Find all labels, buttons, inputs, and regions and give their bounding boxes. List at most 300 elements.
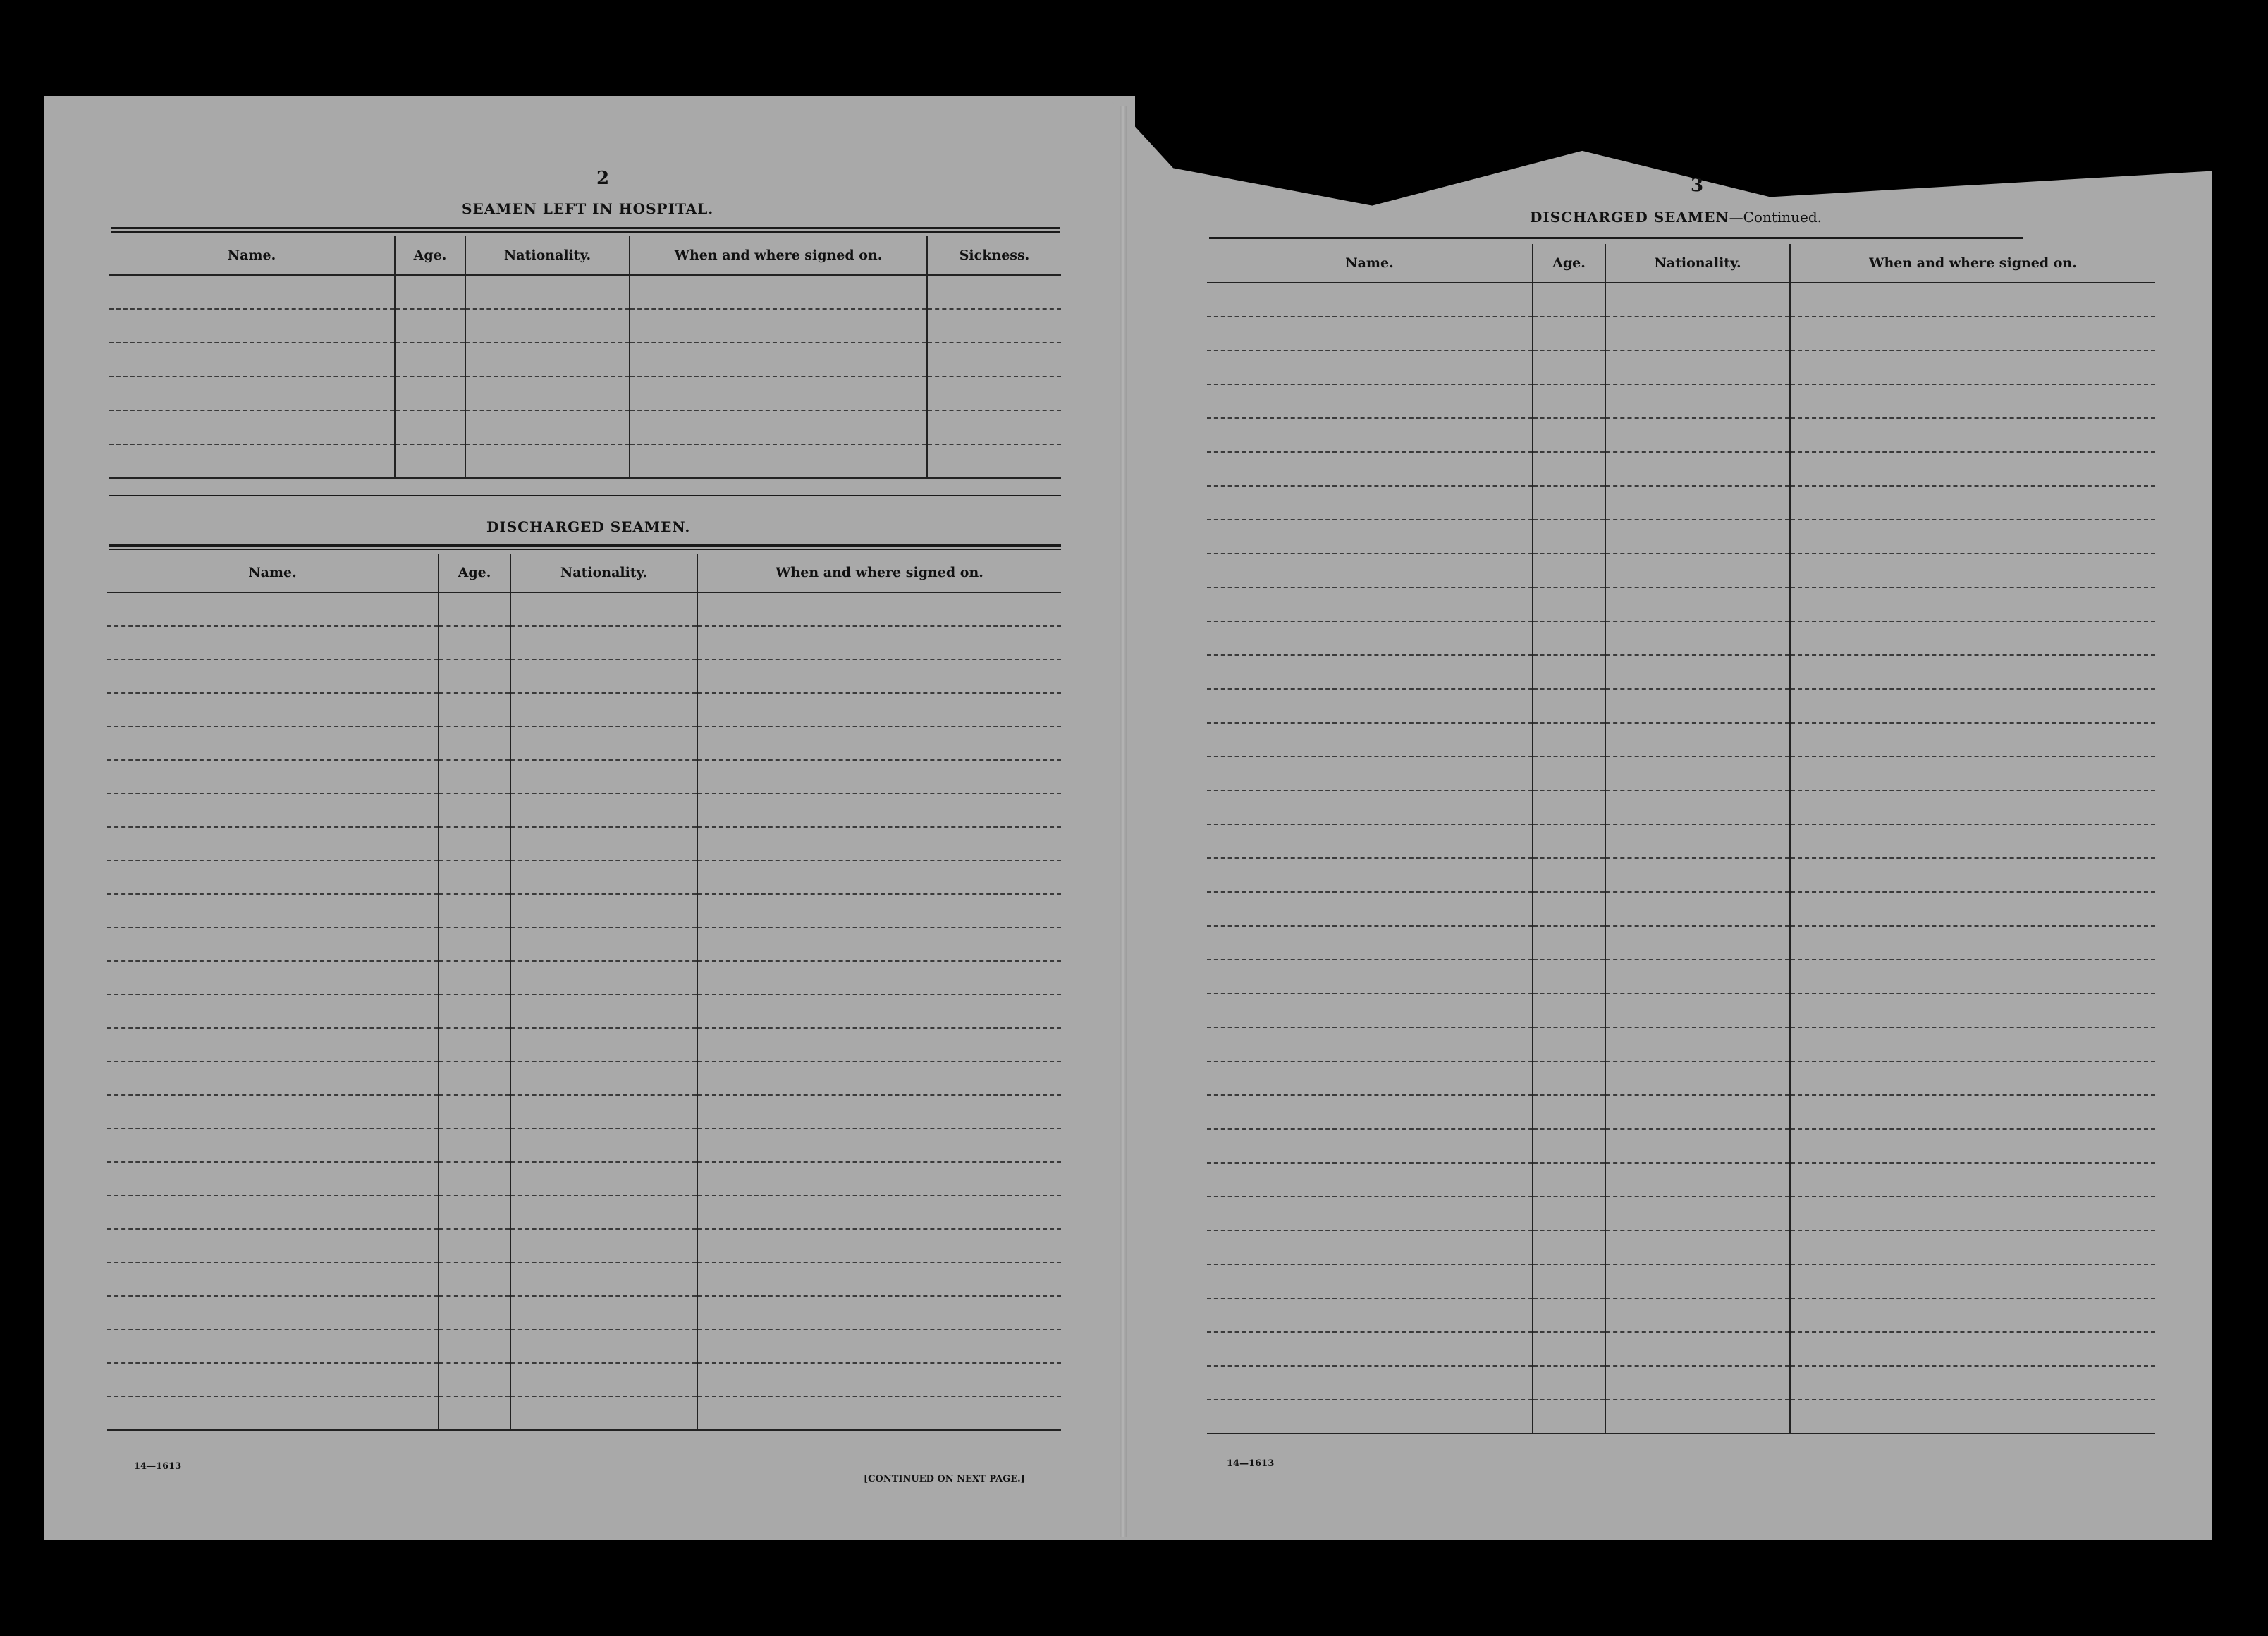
blank-cell [439, 659, 510, 693]
blank-cell [1207, 689, 1533, 723]
blank-cell [107, 1162, 439, 1196]
table-row [107, 1061, 1061, 1095]
column-header: Name. [107, 554, 439, 592]
continued-note: [CONTINUED ON NEXT PAGE.] [864, 1474, 1025, 1484]
blank-cell [395, 275, 465, 309]
blank-cell [927, 343, 1061, 377]
blank-cell [1207, 587, 1533, 621]
table-row [1207, 723, 2155, 757]
blank-cell [1533, 317, 1605, 350]
blank-cell [1207, 1129, 1533, 1163]
blank-cell [439, 1128, 510, 1162]
table-row [1207, 926, 2155, 960]
right-title-rule [1209, 237, 2023, 241]
blank-cell [1790, 486, 2155, 520]
blank-cell [439, 760, 510, 794]
blank-cell [439, 1262, 510, 1296]
hospital-bottom-rule [109, 495, 1061, 499]
blank-cell [439, 994, 510, 1028]
blank-cell [1533, 1129, 1605, 1163]
blank-cell [1605, 1400, 1790, 1434]
table-row [107, 1028, 1061, 1062]
blank-cell [697, 659, 1061, 693]
blank-cell [107, 1195, 439, 1229]
table-row [109, 377, 1061, 410]
blank-cell [1790, 621, 2155, 655]
blank-cell [1533, 350, 1605, 384]
blank-cell [1207, 892, 1533, 926]
blank-cell [1605, 858, 1790, 892]
column-header: Age. [439, 554, 510, 592]
blank-cell [1533, 1332, 1605, 1366]
blank-cell [439, 1095, 510, 1129]
blank-cell [439, 1028, 510, 1062]
blank-cell [109, 309, 395, 343]
blank-cell [697, 961, 1061, 995]
title-main: DISCHARGED SEAMEN [1530, 209, 1729, 226]
blank-cell [1207, 317, 1533, 350]
column-header: When and where signed on. [1790, 244, 2155, 283]
blank-cell [1533, 1298, 1605, 1332]
table-row [1207, 350, 2155, 384]
blank-cell [107, 1128, 439, 1162]
blank-cell [1790, 994, 2155, 1027]
blank-cell [1533, 1366, 1605, 1400]
discharged-continued-title [1530, 209, 1822, 226]
blank-cell [1533, 858, 1605, 892]
blank-cell [630, 309, 927, 343]
column-header: Sickness. [927, 236, 1061, 275]
blank-cell [510, 994, 697, 1028]
blank-cell [1790, 587, 2155, 621]
blank-cell [1533, 486, 1605, 520]
blank-cell [510, 1329, 697, 1363]
blank-cell [395, 410, 465, 444]
blank-cell [1533, 824, 1605, 858]
table-row [1207, 554, 2155, 587]
blank-cell [439, 793, 510, 827]
blank-cell [1605, 1332, 1790, 1366]
blank-cell [1605, 689, 1790, 723]
page-number-left: 2 [596, 168, 610, 189]
blank-cell [1533, 1231, 1605, 1264]
blank-cell [1207, 283, 1533, 317]
table-row [107, 994, 1061, 1028]
table-row [1207, 994, 2155, 1027]
column-header: Nationality. [1605, 244, 1790, 283]
blank-cell [395, 444, 465, 478]
blank-cell [1207, 960, 1533, 994]
blank-cell [1207, 384, 1533, 418]
blank-cell [510, 693, 697, 727]
blank-cell [1605, 790, 1790, 824]
table-row [107, 793, 1061, 827]
table-row [107, 927, 1061, 961]
blank-cell [510, 1363, 697, 1397]
blank-cell [1605, 892, 1790, 926]
blank-cell [1605, 554, 1790, 587]
blank-cell [697, 1195, 1061, 1229]
blank-cell [1207, 858, 1533, 892]
blank-cell [510, 626, 697, 660]
title-suffix: —Continued. [1729, 209, 1822, 226]
blank-cell [1790, 960, 2155, 994]
blank-cell [1790, 1163, 2155, 1197]
blank-cell [1533, 1061, 1605, 1095]
blank-cell [439, 1396, 510, 1430]
blank-cell [927, 275, 1061, 309]
blank-cell [1533, 520, 1605, 554]
blank-cell [107, 961, 439, 995]
blank-cell [1790, 1400, 2155, 1434]
blank-cell [109, 444, 395, 478]
blank-cell [439, 1229, 510, 1263]
blank-cell [697, 626, 1061, 660]
blank-cell [1605, 452, 1790, 486]
table-row [1207, 1332, 2155, 1366]
table-row [109, 444, 1061, 478]
table-row [1207, 1231, 2155, 1264]
blank-cell [1207, 757, 1533, 790]
form-number-left: 14—1613 [134, 1461, 182, 1472]
page-number-right: 3 [1691, 175, 1704, 196]
blank-cell [1207, 486, 1533, 520]
blank-cell [1790, 689, 2155, 723]
blank-cell [1207, 418, 1533, 452]
table-row [1207, 689, 2155, 723]
table-row [107, 1363, 1061, 1397]
table-row [107, 1128, 1061, 1162]
table-row [1207, 1197, 2155, 1231]
blank-cell [697, 693, 1061, 727]
blank-cell [1533, 1095, 1605, 1129]
blank-cell [1790, 452, 2155, 486]
blank-cell [1533, 283, 1605, 317]
blank-cell [1790, 1129, 2155, 1163]
blank-cell [1790, 655, 2155, 689]
blank-cell [1790, 520, 2155, 554]
blank-cell [1605, 994, 1790, 1027]
blank-cell [1207, 790, 1533, 824]
blank-cell [1605, 1095, 1790, 1129]
blank-cell [1790, 317, 2155, 350]
blank-cell [1533, 621, 1605, 655]
blank-cell [107, 860, 439, 894]
table-row [107, 626, 1061, 660]
blank-cell [107, 693, 439, 727]
blank-cell [510, 1396, 697, 1430]
blank-cell [107, 1296, 439, 1330]
blank-cell [630, 275, 927, 309]
blank-cell [1207, 1298, 1533, 1332]
table-row [107, 1329, 1061, 1363]
blank-cell [1790, 1231, 2155, 1264]
blank-cell [1207, 1400, 1533, 1434]
table-row [1207, 1027, 2155, 1061]
table-row [1207, 824, 2155, 858]
column-header: Nationality. [510, 554, 697, 592]
blank-cell [439, 961, 510, 995]
blank-cell [1605, 486, 1790, 520]
column-header: Nationality. [465, 236, 630, 275]
table-row [1207, 655, 2155, 689]
blank-cell [510, 1028, 697, 1062]
blank-cell [1207, 452, 1533, 486]
blank-cell [1207, 1095, 1533, 1129]
blank-cell [1790, 1298, 2155, 1332]
blank-cell [630, 343, 927, 377]
table-row [107, 827, 1061, 861]
blank-cell [1790, 790, 2155, 824]
blank-cell [927, 444, 1061, 478]
blank-cell [395, 343, 465, 377]
column-header: When and where signed on. [630, 236, 927, 275]
blank-cell [107, 592, 439, 626]
blank-cell [1207, 520, 1533, 554]
table-row [1207, 452, 2155, 486]
column-header: Name. [109, 236, 395, 275]
blank-cell [1790, 350, 2155, 384]
blank-cell [439, 1061, 510, 1095]
blank-cell [439, 1329, 510, 1363]
table-row [107, 894, 1061, 928]
discharged-table-right [1207, 244, 2155, 1434]
blank-cell [510, 1262, 697, 1296]
table-row [107, 659, 1061, 693]
blank-cell [465, 410, 630, 444]
blank-cell [697, 1262, 1061, 1296]
blank-cell [1605, 960, 1790, 994]
page-fold [1120, 106, 1127, 1537]
table-row [1207, 587, 2155, 621]
blank-cell [107, 793, 439, 827]
blank-cell [1207, 1366, 1533, 1400]
column-header: Age. [1533, 244, 1605, 283]
table-row [1207, 486, 2155, 520]
blank-cell [1605, 520, 1790, 554]
table-row [1207, 892, 2155, 926]
blank-cell [1207, 1163, 1533, 1197]
blank-cell [510, 1229, 697, 1263]
blank-cell [1207, 621, 1533, 655]
blank-cell [1605, 1163, 1790, 1197]
table-row [107, 961, 1061, 995]
blank-cell [1790, 723, 2155, 757]
blank-cell [510, 760, 697, 794]
blank-cell [439, 1363, 510, 1397]
hospital-title-rule [111, 227, 1060, 233]
blank-cell [107, 827, 439, 861]
table-row [107, 592, 1061, 626]
table-row [107, 726, 1061, 760]
blank-cell [1605, 350, 1790, 384]
blank-cell [510, 961, 697, 995]
blank-cell [697, 1329, 1061, 1363]
table-row [1207, 1095, 2155, 1129]
blank-cell [1533, 1163, 1605, 1197]
table-row [1207, 621, 2155, 655]
blank-cell [1207, 824, 1533, 858]
blank-cell [1605, 1061, 1790, 1095]
blank-cell [107, 1329, 439, 1363]
blank-cell [439, 1296, 510, 1330]
blank-cell [697, 1061, 1061, 1095]
blank-cell [439, 927, 510, 961]
blank-cell [439, 693, 510, 727]
blank-cell [1533, 689, 1605, 723]
blank-cell [1605, 587, 1790, 621]
table-row [107, 760, 1061, 794]
table-row [107, 1195, 1061, 1229]
blank-cell [465, 309, 630, 343]
blank-cell [1533, 418, 1605, 452]
blank-cell [107, 927, 439, 961]
table-row [107, 1296, 1061, 1330]
blank-cell [439, 827, 510, 861]
column-header: Name. [1207, 244, 1533, 283]
table-row [1207, 1400, 2155, 1434]
table-row [1207, 1061, 2155, 1095]
blank-cell [697, 592, 1061, 626]
blank-cell [109, 410, 395, 444]
blank-cell [1790, 824, 2155, 858]
blank-cell [510, 793, 697, 827]
blank-cell [1605, 1197, 1790, 1231]
blank-cell [510, 1061, 697, 1095]
table-row [107, 1095, 1061, 1129]
column-header: Age. [395, 236, 465, 275]
table-row [107, 1229, 1061, 1263]
blank-cell [1790, 418, 2155, 452]
blank-cell [510, 927, 697, 961]
blank-cell [1207, 723, 1533, 757]
blank-cell [1533, 1264, 1605, 1298]
blank-cell [1790, 1332, 2155, 1366]
table-row [1207, 757, 2155, 790]
blank-cell [107, 1061, 439, 1095]
blank-cell [697, 1095, 1061, 1129]
blank-cell [1605, 757, 1790, 790]
blank-cell [697, 1229, 1061, 1263]
blank-cell [1533, 994, 1605, 1027]
blank-cell [1790, 892, 2155, 926]
blank-cell [1207, 655, 1533, 689]
column-header: When and where signed on. [697, 554, 1061, 592]
blank-cell [510, 726, 697, 760]
form-number-right: 14—1613 [1227, 1458, 1275, 1469]
blank-cell [1605, 824, 1790, 858]
blank-cell [1790, 1027, 2155, 1061]
blank-cell [107, 1396, 439, 1430]
table-row [1207, 283, 2155, 317]
table-row [1207, 960, 2155, 994]
blank-cell [1605, 1366, 1790, 1400]
blank-cell [630, 410, 927, 444]
blank-cell [1605, 317, 1790, 350]
blank-cell [439, 1162, 510, 1196]
blank-cell [1207, 1264, 1533, 1298]
hospital-table [109, 236, 1061, 479]
blank-cell [1207, 926, 1533, 960]
blank-cell [697, 1396, 1061, 1430]
blank-cell [1533, 1027, 1605, 1061]
table-row [109, 275, 1061, 309]
blank-cell [109, 275, 395, 309]
blank-cell [107, 760, 439, 794]
blank-cell [1605, 655, 1790, 689]
blank-cell [107, 659, 439, 693]
blank-cell [510, 1095, 697, 1129]
blank-cell [107, 1229, 439, 1263]
blank-cell [697, 1028, 1061, 1062]
blank-cell [1605, 283, 1790, 317]
blank-cell [1207, 994, 1533, 1027]
blank-cell [439, 894, 510, 928]
blank-cell [697, 726, 1061, 760]
blank-cell [697, 860, 1061, 894]
blank-cell [1605, 1231, 1790, 1264]
table-row [1207, 317, 2155, 350]
blank-cell [439, 592, 510, 626]
blank-cell [1207, 1027, 1533, 1061]
blank-cell [1790, 283, 2155, 317]
blank-cell [510, 860, 697, 894]
table-row [109, 309, 1061, 343]
blank-cell [1533, 1400, 1605, 1434]
blank-cell [1790, 554, 2155, 587]
blank-cell [1790, 926, 2155, 960]
blank-cell [1207, 350, 1533, 384]
blank-cell [1207, 1197, 1533, 1231]
blank-cell [1207, 1231, 1533, 1264]
table-row [107, 1162, 1061, 1196]
blank-cell [465, 275, 630, 309]
blank-cell [1533, 960, 1605, 994]
blank-cell [1790, 1197, 2155, 1231]
blank-cell [1605, 1264, 1790, 1298]
blank-cell [1533, 790, 1605, 824]
blank-cell [1605, 418, 1790, 452]
blank-cell [1533, 587, 1605, 621]
blank-cell [1790, 384, 2155, 418]
blank-cell [1790, 1366, 2155, 1400]
blank-cell [1790, 1061, 2155, 1095]
blank-cell [1207, 554, 1533, 587]
table-row [1207, 520, 2155, 554]
blank-cell [465, 343, 630, 377]
blank-cell [1790, 858, 2155, 892]
blank-cell [1533, 452, 1605, 486]
blank-cell [697, 927, 1061, 961]
blank-cell [439, 626, 510, 660]
blank-cell [1790, 1095, 2155, 1129]
blank-cell [697, 793, 1061, 827]
blank-cell [510, 827, 697, 861]
blank-cell [1533, 554, 1605, 587]
blank-cell [1533, 892, 1605, 926]
blank-cell [1533, 723, 1605, 757]
blank-cell [439, 1195, 510, 1229]
blank-cell [510, 659, 697, 693]
table-row [107, 1396, 1061, 1430]
blank-cell [1207, 1332, 1533, 1366]
blank-cell [697, 894, 1061, 928]
blank-cell [107, 994, 439, 1028]
blank-cell [510, 894, 697, 928]
blank-cell [510, 1128, 697, 1162]
blank-cell [697, 1128, 1061, 1162]
table-row [1207, 418, 2155, 452]
